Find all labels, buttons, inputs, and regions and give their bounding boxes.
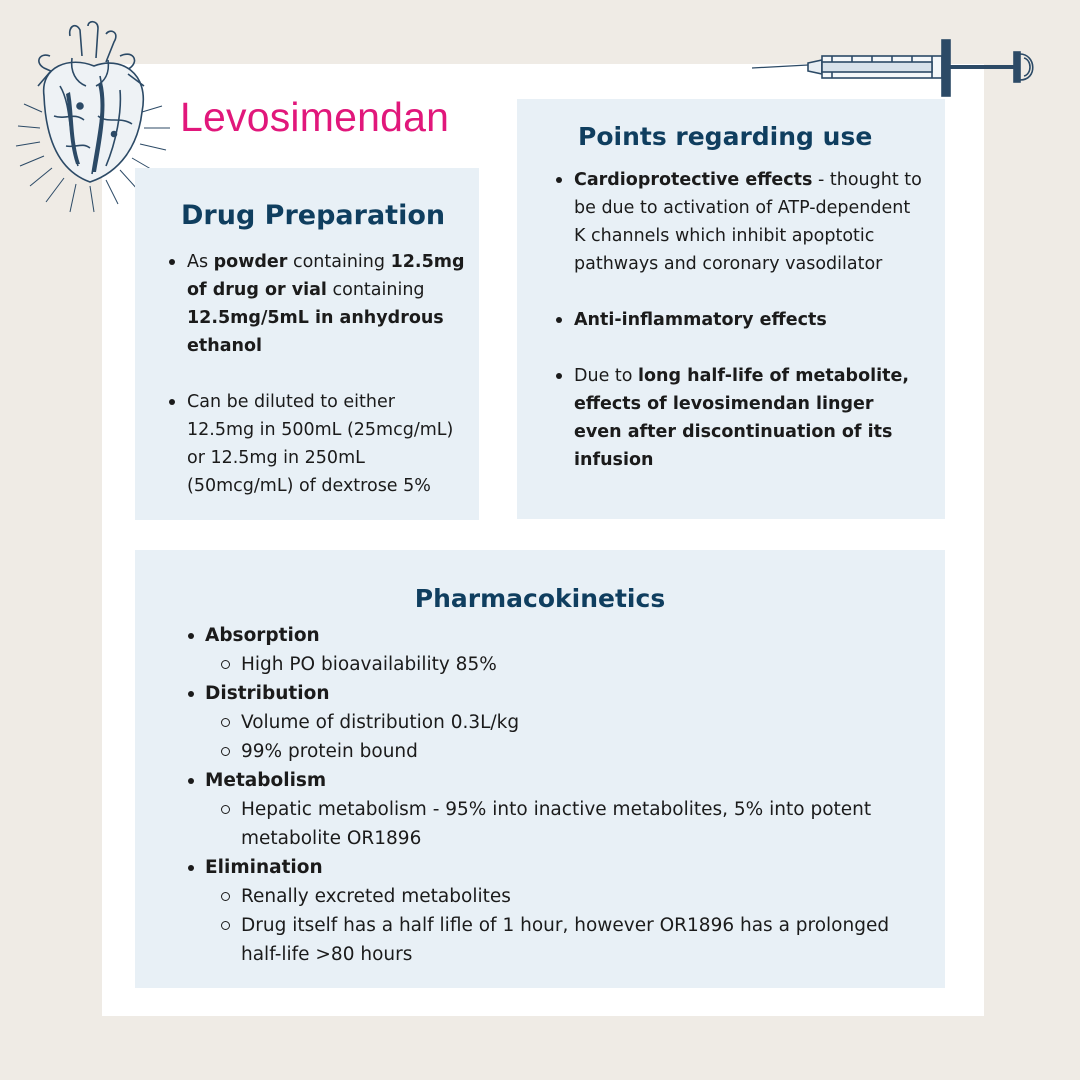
pk-sub-list — [205, 795, 925, 853]
text: Due to — [574, 366, 639, 386]
pk-sub-item: High PO bioavailability 85% — [241, 650, 925, 679]
pharmacokinetics-heading: Pharmacokinetics — [414, 584, 666, 613]
pk-sub-list — [205, 650, 925, 679]
bold-text: long half-life of metabolite, effects of levosimendan linger even after discontinuation of its infusion — [574, 366, 909, 470]
pk-section-label: Distribution — [205, 683, 330, 704]
pk-sub-item: Drug itself has a half lifle of 1 hour, however OR1896 has a prolonged half-life >80 hours — [241, 911, 925, 969]
bold-text: 12.5mg/5mL in anhydrous ethanol — [187, 308, 444, 356]
pk-section-label: Elimination — [205, 857, 323, 878]
pk-sub-list — [205, 708, 925, 766]
bold-text: 12.5mg of drug or vial — [187, 252, 465, 300]
points-regarding-use-list — [574, 166, 924, 502]
pharmacokinetics-panel — [135, 550, 945, 988]
text: - thought to be due to activation of ATP-dependent K channels which inhibit apoptotic pathways and coronary vasodilator — [574, 170, 922, 274]
pk-section-metabolism — [205, 766, 925, 853]
text: containing — [287, 252, 391, 272]
text: Can be diluted to either 12.5mg in 500mL (25mcg/mL) or 12.5mg in 250mL (50mcg/mL) of dextrose 5% — [187, 392, 454, 496]
pharmacokinetics-list — [205, 621, 925, 969]
pk-section-absorption — [205, 621, 925, 679]
bold-text: powder — [213, 252, 288, 272]
pk-section-elimination — [205, 853, 925, 969]
bold-text: Cardioprotective effects — [574, 170, 813, 190]
pk-sub-item: Hepatic metabolism - 95% into inactive metabolites, 5% into potent metabolite OR1896 — [241, 795, 925, 853]
text: As — [187, 252, 214, 272]
drug-preparation-panel — [135, 168, 479, 520]
page-title: Levosimendan — [180, 94, 450, 140]
preparation-item — [187, 388, 467, 500]
preparation-item — [187, 248, 467, 360]
drug-preparation-heading: Drug Preparation — [181, 200, 446, 231]
use-point-item — [574, 306, 924, 334]
pk-section-label: Metabolism — [205, 770, 327, 791]
pk-sub-list — [205, 882, 925, 969]
use-point-item — [574, 362, 924, 474]
pk-sub-item: Renally excreted metabolites — [241, 882, 925, 911]
pk-sub-item: 99% protein bound — [241, 737, 925, 766]
use-point-item — [574, 166, 924, 278]
points-regarding-use-heading: Points regarding use — [578, 122, 873, 151]
points-regarding-use-panel — [517, 99, 945, 519]
syringe-illustration — [752, 32, 1042, 102]
pk-section-distribution — [205, 679, 925, 766]
pk-section-label: Absorption — [205, 625, 320, 646]
drug-preparation-list — [187, 248, 467, 528]
pk-sub-item: Volume of distribution 0.3L/kg — [241, 708, 925, 737]
bold-text: Anti-inflammatory effects — [574, 310, 827, 330]
text: containing — [326, 280, 425, 300]
